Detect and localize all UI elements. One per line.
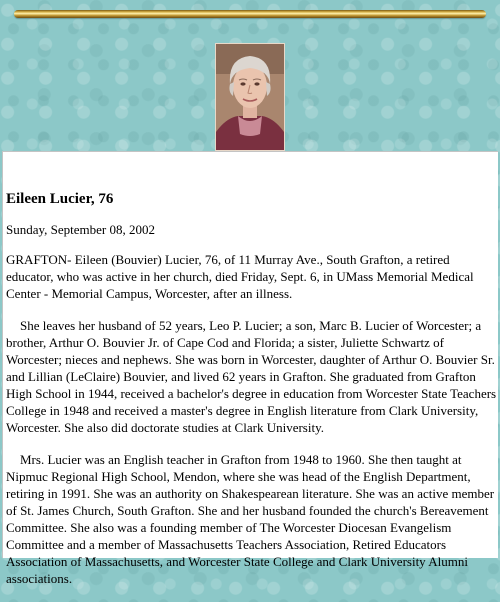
article-paragraph-2: She leaves her husband of 52 years, Leo P. Lucier; a son, Marc B. Lucier of Worcester; a brother, Arthur O. Bouvier Jr. of Cape Cod and Florida; a sister, Juliette Schwartz of Worcester; nieces and nephews. She was born in Worcester, daughter of Arthur O. Bouvier Sr. and Lillian (LeClaire) Bouvier, and lived 62 years in Grafton. She graduated from Grafton High School in 1944, received a bachelor's degree in education from Worcester State Teachers College in 1948 and received a master's degree in English literature from Clark University, Worcester. She also did doctorate studies at Clark University. [6,318,497,435]
article-paragraph-3: Mrs. Lucier was an English teacher in Grafton from 1948 to 1960. She then taught at Nipmuc Regional High School, Mendon, where she was head of the English Department, retiring in 1991. She was an authority on Shakespearean literature. She was an active member of St. James Church, South Grafton. She and her husband founded the church's Bereavement Committee. She also was a founding member of The Worcester Diocesan Evangelism Committee and a member of Massachusetts Teachers Association, Retired Educators Association of Massachusetts, and Worcester State College and Clark University Alumni associations. [6,452,495,586]
article-panel [2,151,498,586]
article-paragraph-1: GRAFTON- Eileen (Bouvier) Lucier, 76, of 11 Murray Ave., South Grafton, a retired educator, who was active in her church, died Friday, Sept. 6, in UMass Memorial Medical Center - Memorial Campus, Worcester, after an illness. [6,252,474,301]
portrait-photo [215,43,285,151]
article-date: Sunday, September 08, 2002 [6,222,155,237]
portrait-illustration [216,44,284,150]
article-body [6,251,498,602]
gold-divider-bar [14,10,486,18]
article-title: Eileen Lucier, 76 [6,191,114,207]
